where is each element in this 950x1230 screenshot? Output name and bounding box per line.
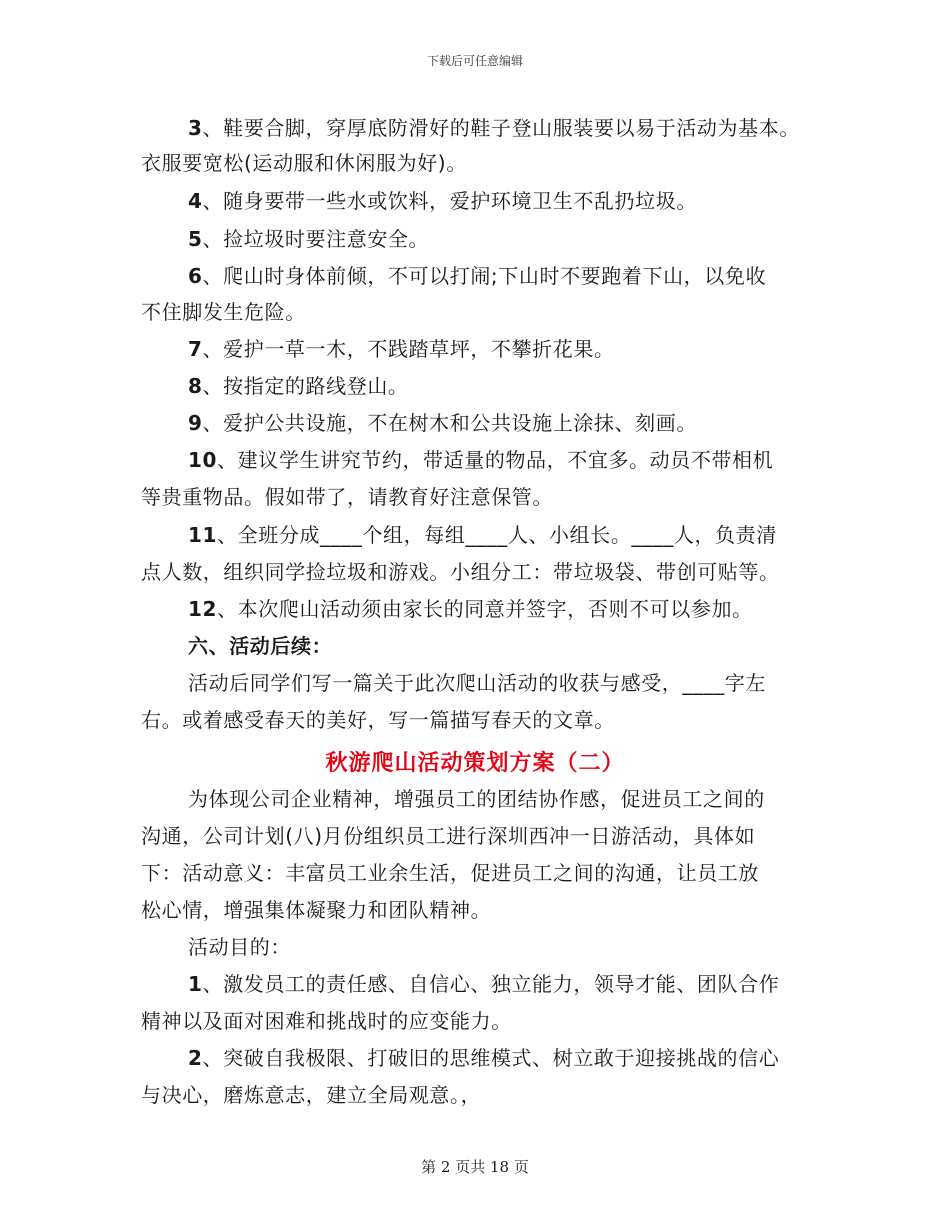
item-text: 、全班分成____个组，每组____人、小组长。____人，负责清 (217, 523, 777, 547)
item-11-line-1 (188, 523, 777, 547)
item-3-line-1 (188, 116, 800, 140)
item-text: 、爱护一草一木，不践踏草坪，不攀折花果。 (202, 337, 615, 361)
item-text: 、按指定的路线登山。 (202, 374, 409, 398)
item-text: 、建议学生讲究节约，带适量的物品，不宜多。动员不带相机 (217, 448, 774, 472)
item-text: 、本次爬山活动须由家长的同意并签字，否则不可以参加。 (217, 597, 753, 621)
section-title: 秋游爬山活动策划方案（二） (325, 751, 625, 776)
item-number: 11 (188, 523, 218, 547)
purpose-1-line-2: 精神以及面对困难和挑战时的应变能力。 (141, 1009, 512, 1033)
item-9 (188, 411, 697, 435)
item-12 (188, 597, 753, 621)
intro-line-4: 松心情，增强集体凝聚力和团队精神。 (141, 898, 492, 922)
page-footer: 第 2 页共 18 页 (421, 1158, 529, 1176)
purpose-label: 活动目的： (188, 935, 291, 959)
section-6-heading: 六、活动后续： (188, 634, 333, 658)
purpose-2-line-1 (188, 1046, 779, 1070)
item-text: 、随身要带一些水或饮料，爱护环境卫生不乱扔垃圾。 (202, 189, 697, 213)
item-number: 6 (188, 264, 203, 288)
item-text: 、爬山时身体前倾，不可以打闹;下山时不要跑着下山，以免收 (202, 264, 767, 288)
item-number: 12 (188, 597, 218, 621)
intro-line-1: 为体现公司企业精神，增强员工的团结协作感，促进员工之间的 (188, 787, 765, 811)
purpose-2-line-2: 与决心，磨炼意志，建立全局观意。， (141, 1083, 482, 1107)
item-5 (188, 227, 429, 251)
section-6-line-2: 右。或着感受春天的美好，写一篇描写春天的文章。 (141, 708, 615, 732)
item-7 (188, 337, 615, 361)
intro-line-2: 沟通，公司计划(八)月份组织员工进行深圳西冲一日游活动，具体如 (141, 824, 756, 848)
item-number: 1 (188, 972, 203, 996)
item-number: 9 (188, 411, 203, 435)
item-number: 2 (188, 1046, 203, 1070)
purpose-1-line-1 (188, 972, 779, 996)
item-number: 5 (188, 227, 203, 251)
item-3-line-2: 衣服要宽松(运动服和休闲服为好)。 (141, 151, 467, 175)
item-text: 、鞋要合脚，穿厚底防滑好的鞋子登山服装要以易于活动为基本。 (202, 116, 800, 140)
item-10-line-2: 等贵重物品。假如带了，请教育好注意保管。 (141, 485, 553, 509)
item-11-line-2: 点人数，组织同学捡垃圾和游戏。小组分工：带垃圾袋、带创可贴等。 (141, 560, 780, 584)
page-header: 下载后可任意编辑 (426, 54, 523, 68)
item-text: 、爱护公共设施，不在树木和公共设施上涂抹、刻画。 (202, 411, 697, 435)
item-number: 8 (188, 374, 203, 398)
item-4 (188, 189, 697, 213)
item-10-line-1 (188, 448, 773, 472)
section-6-line-1: 活动后同学们写一篇关于此次爬山活动的收获与感受，____字左 (188, 671, 766, 695)
item-text: 、突破自我极限、打破旧的思维模式、树立敢于迎接挑战的信心 (202, 1046, 780, 1070)
item-number: 4 (188, 189, 203, 213)
item-text: 、激发员工的责任感、自信心、独立能力，领导才能、团队合作 (202, 972, 780, 996)
item-number: 10 (188, 448, 218, 472)
item-6-line-1 (188, 264, 766, 288)
intro-line-3: 下：活动意义：丰富员工业余生活，促进员工之间的沟通，让员工放 (141, 861, 759, 885)
item-8 (188, 374, 409, 398)
item-6-line-2: 不住脚发生危险。 (141, 300, 306, 324)
item-text: 、捡垃圾时要注意安全。 (202, 227, 430, 251)
item-number: 3 (188, 116, 203, 140)
item-number: 7 (188, 337, 203, 361)
